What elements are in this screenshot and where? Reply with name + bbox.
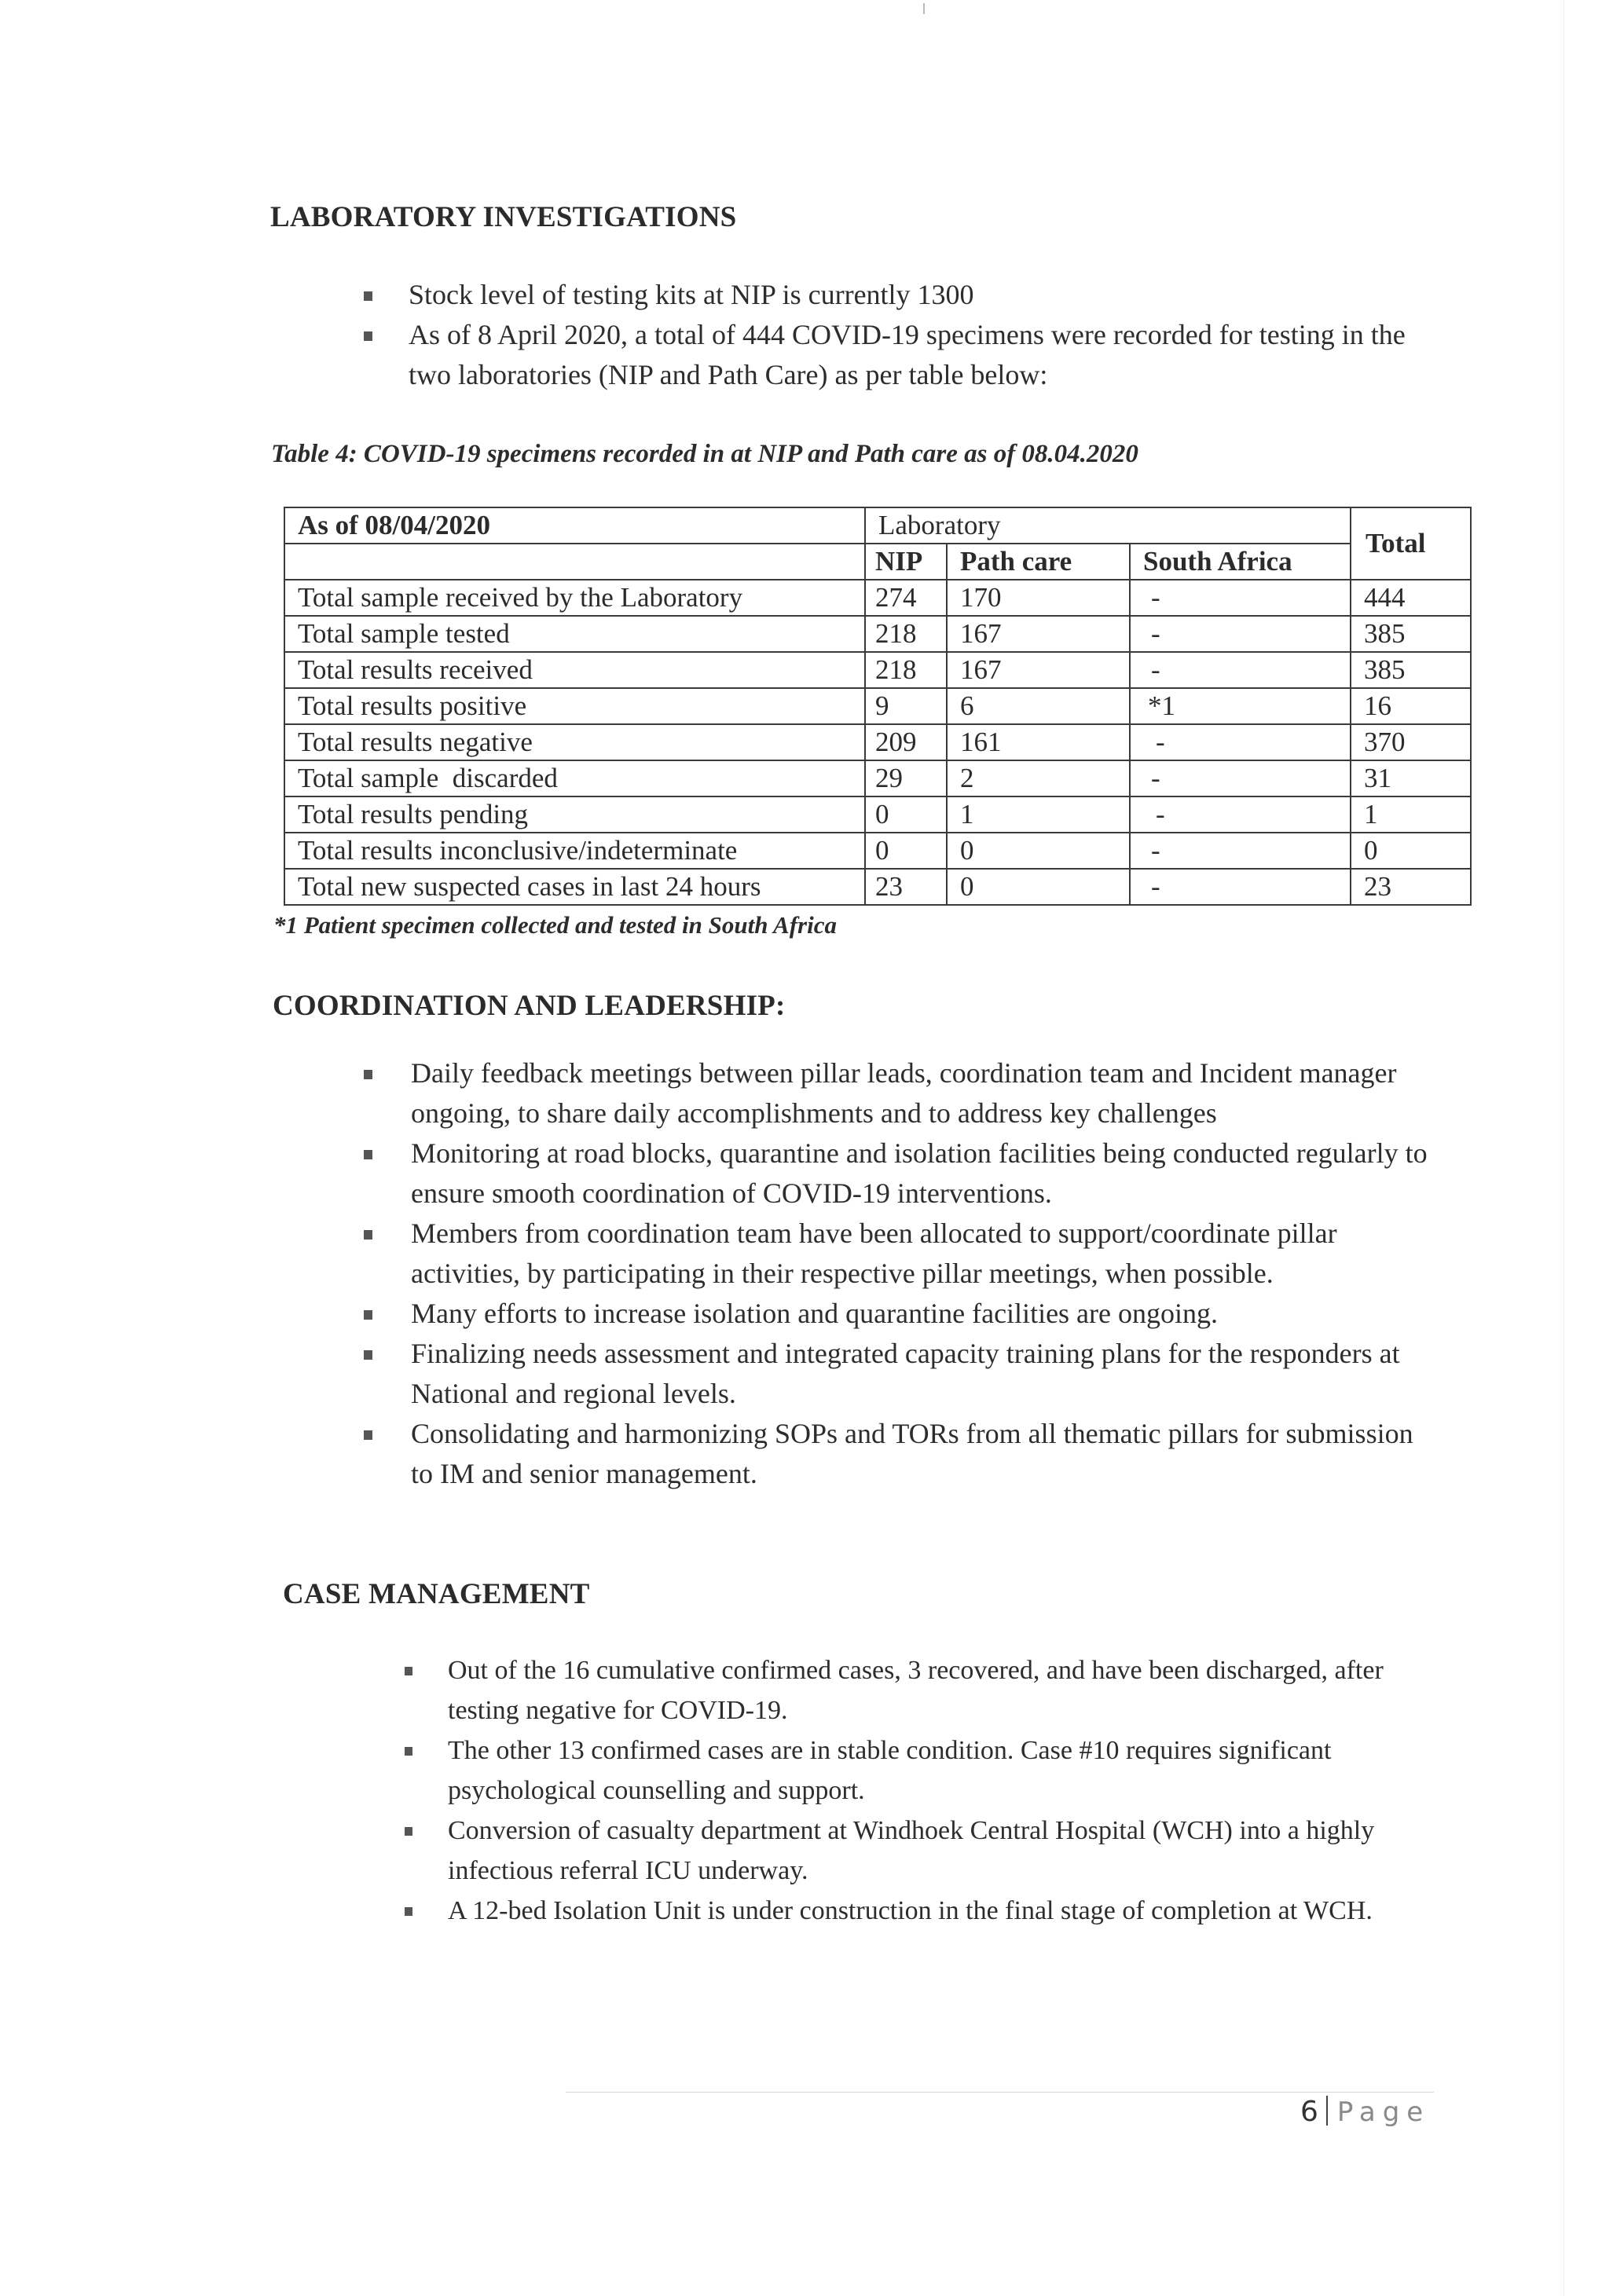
coordination-bullet-list xyxy=(411,1053,1432,1494)
cell-south-africa: - xyxy=(1130,760,1351,796)
list-item xyxy=(411,1414,1432,1494)
table-header-row xyxy=(284,507,1471,544)
list-item xyxy=(411,1133,1432,1214)
cell-south-africa: - xyxy=(1130,796,1351,833)
list-item xyxy=(411,1294,1432,1334)
page-label: Page xyxy=(1336,2096,1431,2128)
cell-total: 16 xyxy=(1351,688,1471,724)
bullet-text: Consolidating and harmonizing SOPs and TORs from all thematic pillars for submission to IM and senior management. xyxy=(411,1418,1413,1489)
cell-south-africa: - xyxy=(1130,652,1351,688)
cell-south-africa: - xyxy=(1130,724,1351,760)
bullet-text: A 12-bed Isolation Unit is under construction in the final stage of completion at WCH. xyxy=(448,1896,1373,1925)
square-bullet-icon xyxy=(405,1907,412,1916)
square-bullet-icon xyxy=(364,1150,372,1159)
bullet-text: As of 8 April 2020, a total of 444 COVID-19 specimens were recorded for testing in the two laboratories (NIP and Path Care) as per table below: xyxy=(409,319,1406,390)
row-label: Total results negative xyxy=(284,724,865,760)
cell-pathcare: 170 xyxy=(947,580,1130,616)
row-label: Total results pending xyxy=(284,796,865,833)
bullet-text: Daily feedback meetings between pillar leads, coordination team and Incident manager ongoing, to share daily accomplishments and to address key challenges xyxy=(411,1057,1397,1129)
cell-south-africa: - xyxy=(1130,869,1351,905)
square-bullet-icon xyxy=(364,1070,372,1079)
table-row xyxy=(284,833,1471,869)
square-bullet-icon xyxy=(405,1667,412,1675)
table-row xyxy=(284,616,1471,652)
lab-bullet-list xyxy=(409,275,1422,395)
row-label: Total new suspected cases in last 24 hours xyxy=(284,869,865,905)
list-item xyxy=(409,275,1422,315)
coordination-heading: COORDINATION AND LEADERSHIP: xyxy=(273,990,786,1022)
cell-nip: 209 xyxy=(865,724,947,760)
cell-pathcare: 1 xyxy=(947,796,1130,833)
list-item xyxy=(409,315,1422,395)
table-row xyxy=(284,580,1471,616)
cell-nip: 23 xyxy=(865,869,947,905)
row-label: Total results positive xyxy=(284,688,865,724)
cell-south-africa: - xyxy=(1130,616,1351,652)
col-header-nip: NIP xyxy=(865,544,947,580)
empty-header-cell xyxy=(284,544,865,580)
cell-pathcare: 167 xyxy=(947,652,1130,688)
cell-south-africa: *1 xyxy=(1130,688,1351,724)
table-row xyxy=(284,652,1471,688)
square-bullet-icon xyxy=(364,1230,372,1240)
bullet-text: Stock level of testing kits at NIP is currently 1300 xyxy=(409,279,974,310)
table-row xyxy=(284,688,1471,724)
cell-pathcare: 0 xyxy=(947,833,1130,869)
list-item xyxy=(448,1730,1438,1811)
list-item xyxy=(448,1811,1438,1891)
cell-total: 385 xyxy=(1351,616,1471,652)
square-bullet-icon xyxy=(405,1827,412,1836)
table-row xyxy=(284,724,1471,760)
cell-pathcare: 2 xyxy=(947,760,1130,796)
table-footnote: *1 Patient specimen collected and tested in South Africa xyxy=(273,911,837,939)
bullet-text: The other 13 confirmed cases are in stable condition. Case #10 requires significant psychological counselling and support. xyxy=(448,1736,1332,1805)
square-bullet-icon xyxy=(405,1747,412,1756)
row-label: Total sample tested xyxy=(284,616,865,652)
cell-nip: 274 xyxy=(865,580,947,616)
lab-heading: LABORATORY INVESTIGATIONS xyxy=(270,201,737,233)
separator-bar xyxy=(1326,2096,1328,2126)
cell-total: 385 xyxy=(1351,652,1471,688)
square-bullet-icon xyxy=(364,291,372,301)
cell-south-africa: - xyxy=(1130,833,1351,869)
cell-total: 1 xyxy=(1351,796,1471,833)
square-bullet-icon xyxy=(364,331,372,341)
cell-total: 31 xyxy=(1351,760,1471,796)
list-item xyxy=(448,1650,1438,1730)
specimens-table xyxy=(284,507,1472,906)
bullet-text: Many efforts to increase isolation and quarantine facilities are ongoing. xyxy=(411,1298,1219,1329)
cell-nip: 218 xyxy=(865,652,947,688)
cell-total: 0 xyxy=(1351,833,1471,869)
row-label: Total results inconclusive/indeterminate xyxy=(284,833,865,869)
cell-pathcare: 6 xyxy=(947,688,1130,724)
bullet-text: Conversion of casualty department at Windhoek Central Hospital (WCH) into a highly infectious referral ICU underway. xyxy=(448,1816,1375,1885)
square-bullet-icon xyxy=(364,1430,372,1440)
page-number-value: 6 xyxy=(1300,2096,1318,2128)
cell-nip: 218 xyxy=(865,616,947,652)
row-label: Total results received xyxy=(284,652,865,688)
cell-south-africa: - xyxy=(1130,580,1351,616)
list-item xyxy=(411,1214,1432,1294)
bullet-text: Finalizing needs assessment and integrated capacity training plans for the responders at National and regional levels. xyxy=(411,1338,1400,1409)
cell-total: 23 xyxy=(1351,869,1471,905)
scan-artifact xyxy=(923,3,925,14)
square-bullet-icon xyxy=(364,1310,372,1320)
corner-header: As of 08/04/2020 xyxy=(284,507,865,544)
case-management-heading: CASE MANAGEMENT xyxy=(283,1578,590,1610)
list-item xyxy=(411,1053,1432,1133)
cell-total: 370 xyxy=(1351,724,1471,760)
bullet-text: Out of the 16 cumulative confirmed cases, 3 recovered, and have been discharged, after testing negative for COVID-19. xyxy=(448,1656,1384,1725)
col-header-south-africa: South Africa xyxy=(1130,544,1351,580)
table-subheader-row xyxy=(284,544,1471,580)
laboratory-group-header: Laboratory xyxy=(865,507,1351,544)
row-label: Total sample discarded xyxy=(284,760,865,796)
row-label: Total sample received by the Laboratory xyxy=(284,580,865,616)
list-item xyxy=(411,1334,1432,1414)
cell-nip: 0 xyxy=(865,833,947,869)
cell-nip: 29 xyxy=(865,760,947,796)
table-caption: Table 4: COVID-19 specimens recorded in at NIP and Path care as of 08.04.2020 xyxy=(271,440,1138,468)
cell-pathcare: 0 xyxy=(947,869,1130,905)
cell-pathcare: 161 xyxy=(947,724,1130,760)
list-item xyxy=(448,1891,1438,1931)
cell-nip: 0 xyxy=(865,796,947,833)
total-header: Total xyxy=(1351,507,1471,580)
table-row xyxy=(284,760,1471,796)
case-management-bullet-list xyxy=(448,1650,1438,1931)
page-number xyxy=(1300,2096,1430,2128)
cell-total: 444 xyxy=(1351,580,1471,616)
col-header-pathcare: Path care xyxy=(947,544,1130,580)
cell-nip: 9 xyxy=(865,688,947,724)
table-row xyxy=(284,869,1471,905)
bullet-text: Monitoring at road blocks, quarantine and isolation facilities being conducted regularly to ensure smooth coordination of COVID-19 interventions. xyxy=(411,1137,1428,1209)
bullet-text: Members from coordination team have been allocated to support/coordinate pillar activities, by participating in their respective pillar meetings, when possible. xyxy=(411,1218,1337,1289)
table-row xyxy=(284,796,1471,833)
square-bullet-icon xyxy=(364,1350,372,1360)
footer-rule xyxy=(566,2092,1434,2093)
cell-pathcare: 167 xyxy=(947,616,1130,652)
